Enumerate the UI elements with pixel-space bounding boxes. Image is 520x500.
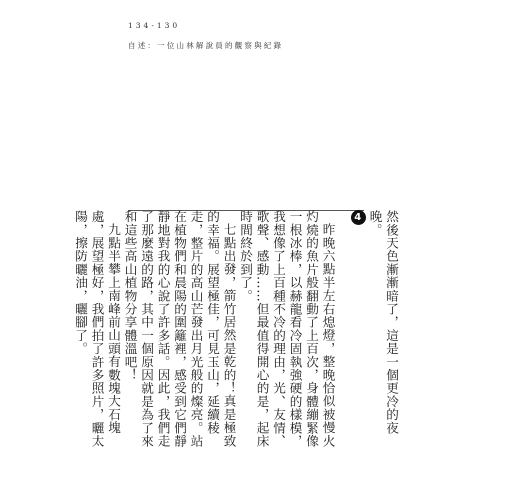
running-header xyxy=(128,22,283,49)
section-marker xyxy=(350,210,367,460)
paragraph-3: 九點半攀上南峰前山頭有數塊大石塊處，展望極好，我們拍了許多照片，曬太陽，擦防曬油，曬腳了。 xyxy=(73,210,121,448)
paragraph-2: 七點出發，箭竹居然是乾的！真是極致的幸福。展望極佳，可見玉山，延續稜走，整片的高山芒發出月光般的燦亮。站在植物們和晨陽的圍籬裡，感受到它們靜靜地對我的心說了許多話。因此，我們走了那麼遠的路，其中一個原因就是為了來和這些高山植物分享體溫吧！ xyxy=(122,210,237,448)
section-number-badge: 4 xyxy=(351,210,366,225)
paragraph-1: 昨晚六點半左右熄燈，整晚恰似被慢火灼燒的魚片般翻動了上百次，身體繃緊像一根冰棒，以赫龍看冷固執強硬的樣模，我想像了上百種不冷的理由，光、友情、歌聲、感動……但最值得開心的是，起床時間終於到了。 xyxy=(238,210,336,448)
chapter-title: 自述：一位山林解說員的觀察與紀錄 xyxy=(128,40,284,50)
page-range: 134-130 xyxy=(128,21,181,30)
vertical-body-text xyxy=(73,210,399,460)
opening-line: 然後天色漸漸暗了，這是一個更冷的夜晚。 xyxy=(367,210,399,435)
